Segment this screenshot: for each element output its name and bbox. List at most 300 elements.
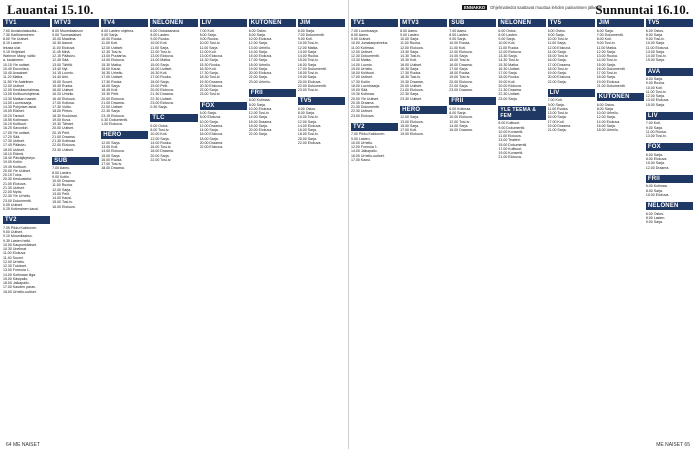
program-entry: 12.00 Sarja. (297, 119, 317, 124)
program-entry: 6.00 Ostos. (645, 211, 664, 216)
program-entry: 17.30 Ruoka. (101, 79, 123, 84)
program-entry: 11.20 Matka. (3, 75, 24, 80)
program-entry: 12.00 Sarja. (596, 115, 616, 120)
program-entry: 17.30 Voitto. (52, 105, 72, 109)
program-entry: 19.00 Sarja. (248, 66, 268, 71)
program-entry: 17.20 Sää. (3, 134, 21, 139)
program-entry: 19.00 Koti. (498, 79, 516, 84)
channel-header: SUB (449, 19, 496, 27)
program-entry: 12.00 Sarja. (248, 41, 268, 46)
program-entry: 22.30 Uutiset. (498, 92, 521, 97)
program-entry: 19.30 Draama. (400, 79, 424, 84)
program-entry: 14.15 Luonto. (52, 71, 74, 75)
program-entry: 19.05 Kotiin. (3, 160, 23, 165)
program-entry: 13.00 Teatteri. (498, 138, 521, 143)
program-entry: 12.00 Sarja. (150, 136, 170, 141)
program-entry: 21.00 Elokuva. (498, 155, 522, 160)
program-entry: 15.30 Matka. (498, 62, 519, 67)
program-entry: 0.30 Sarja. (150, 105, 168, 109)
program-entry: 9.00 Koti. (297, 37, 313, 41)
channel-header: FRII (646, 175, 693, 183)
program-entry: 20.00 Elokuva. (498, 83, 522, 88)
program-entry: 15.00 Suomi. (52, 79, 74, 84)
program-entry: 21.05 Elokuva. (3, 181, 27, 186)
program-entry: 8.00 Sarja. (645, 32, 663, 37)
program-entry: 10.00 Kaupunkilaiset. (3, 242, 37, 247)
program-entry: 13.00 Puutarha. (101, 54, 127, 58)
program-entry: 19.00 Sää. (351, 88, 369, 92)
program-entry: 17.30 Kotiin. (351, 79, 371, 84)
channel-header: JIM (597, 19, 644, 27)
program-entry: 16.00 Uutiset. (400, 62, 423, 67)
program-entry: 16.00 Uutiset. (150, 66, 173, 71)
channel-header: FOX (200, 102, 247, 110)
program-entry: 19.00 Kuva. (52, 117, 72, 122)
program-entry: 10.40 Avaukset. (3, 71, 29, 75)
program-entry: 22.30 Sarja. (101, 109, 121, 114)
program-entry: 12.00 Sarja. (101, 140, 121, 145)
program-entry: 14.00 Matka. (150, 58, 171, 63)
program-entry: 7.00 Koti. (547, 98, 563, 103)
program-entry: 16.00 Ruoka. (101, 157, 123, 162)
program-entry: 11.00 Elokuva. (3, 251, 27, 256)
program-entry: 6.00 Ostos. (645, 28, 664, 33)
program-entry: 11.00 Elokuva. (498, 134, 522, 138)
program-entry: 14.00 Sarja. (248, 115, 268, 120)
program-entry: 10.00 Sarja. (645, 41, 665, 46)
channel-header: NELONEN (150, 19, 197, 27)
program-entry: 22.00 Tosi-tv. (150, 157, 172, 162)
channel-column (200, 19, 247, 440)
program-entry: 14.00 Sarja. (199, 128, 219, 132)
channel-column (351, 19, 398, 440)
program-entry: 11.00 Sarja. (150, 45, 170, 50)
program-entry: 20.00 Sarja. (297, 136, 317, 141)
program-entry: 23.00 Dokumentti. (3, 198, 32, 203)
program-entry: 6.00 Ostos. (596, 102, 615, 107)
program-entry: 12.00 Koti. (199, 49, 217, 54)
program-entry: 13.00 Elokuva. (645, 98, 670, 103)
program-entry: 18.00 Tosi-tv. (297, 71, 319, 75)
program-entry: 13.00 Pelit. (52, 191, 70, 196)
program-entry: 17.00 Draama. (547, 62, 572, 67)
program-entry: 19.30 Draama. (199, 79, 224, 84)
channel-header: TV4 (101, 19, 148, 27)
program-entry: 20.15 Pelit. (52, 130, 70, 135)
program-entry: 16.00 Sarja. (297, 62, 317, 67)
channel-column (400, 19, 447, 440)
program-entry: 22.00 Elokuva. (199, 145, 224, 149)
program-entry: 13.30 Matka. (351, 58, 372, 63)
program-entry: 15.00 Sarja. (150, 62, 170, 67)
note-tag: ENNAKKO (464, 5, 486, 10)
program-entry: 11.00 Tosi-tv. (645, 89, 667, 94)
channel-header: TLC (150, 114, 197, 122)
program-entry: 18.00 Draama. (150, 149, 174, 154)
program-entry: 19.30 Pelit. (101, 92, 120, 97)
program-entry: 6.00 Kotimaa. (248, 98, 271, 103)
program-entry: 18.00 Sarja. (248, 123, 268, 128)
program-entry: 22.00 Sarja. (248, 132, 268, 137)
program-entry: 13.00 Elokuva. (150, 54, 174, 58)
channel-column (298, 19, 345, 440)
program-entry: 16.00 Sarja. (596, 123, 616, 128)
program-entry: 20.30 Draama. (351, 100, 375, 105)
program-entry: 9.00 Tosi-tv. (596, 41, 616, 46)
program-entry: 12.00 Tosi-tv. (150, 49, 172, 54)
page-footer-right: ME NAISET 65 (656, 442, 690, 448)
program-entry: 22.00 Elokuva. (297, 140, 322, 145)
program-entry: 16.20 Urheilu. (52, 92, 75, 97)
program-entry: 16.00 Elokuva. (52, 204, 76, 209)
program-entry: 9.00 Lasten. (400, 32, 420, 37)
program-entry: 11.00 Sarja. (199, 45, 219, 50)
program-entry: 10.00 Ruoka. (449, 41, 471, 46)
program-entry: 10.00 Konsertti. (498, 129, 524, 134)
program-entry: 7.30 Karibianmeren. (3, 32, 35, 37)
program-entry: 10.00 Ruoka. (101, 37, 123, 41)
channel-column (498, 19, 545, 440)
program-entry: 23.30 Uutiset. (400, 96, 423, 101)
program-entry: 20.00 Elokuva. (547, 75, 572, 80)
program-entry: 8.00 Lasten. (52, 170, 72, 175)
program-entry: 23.00 Tosi-tv. (297, 88, 319, 92)
program-entry: 16.30 Urheilu. (101, 71, 124, 75)
program-entry: 8.00 Kulttuuri. (498, 121, 521, 126)
program-entry: 10.00 Sarja. (400, 37, 420, 41)
program-entry: 20.15 Tulos. (3, 173, 23, 177)
program-entry: 10.00 Tosi-tv. (297, 41, 319, 46)
program-entry: 22.00 Sarja. (547, 79, 567, 84)
program-entry: 16.30 Uutiset. (498, 66, 521, 71)
program-entry: 7.00 Koti. (199, 28, 215, 33)
channel-header: TV2 (351, 123, 398, 131)
program-entry: 10.00 Tosi-tv. (199, 41, 221, 46)
program-entry: 12.00 Urheilu. (3, 259, 26, 264)
program-entry: 22.30 Sarja. (400, 92, 420, 97)
program-entry: 18.00 Sarja. (199, 136, 219, 141)
program-entry: 15.30 Matka. (101, 62, 122, 67)
program-entry: 11.00 Sarja. (547, 41, 567, 46)
program-entry: 9.35 Lasten hetki. (3, 238, 32, 243)
program-entry: 11.00 Matka. (596, 45, 617, 50)
program-entry: 18.30 Tosi-tv. (199, 75, 221, 80)
program-entry: 10.00 Sarja. (645, 161, 665, 166)
program-entry: 7.00 Aamu. (52, 166, 71, 171)
program-entry: 6.00 Sarja. (199, 111, 217, 115)
program-entry: 8.00 Yle Uutiset. (3, 37, 29, 41)
program-entry: 14.00 Kotimaan liiga. (3, 272, 37, 277)
program-entry: 21.30 Dokumentti. (351, 105, 380, 109)
program-entry: 6.00 Ostos. (547, 28, 566, 33)
program-entry: 12.30 Tosi-tv. (101, 49, 123, 54)
program-entry: 22.30 Uutiset. (351, 109, 373, 114)
program-entry: 13.00 Tosi-tv. (547, 111, 569, 115)
program-entry: 14.00 Luontosarja. (3, 100, 33, 105)
program-entry: 16.40 Elokuva. (52, 96, 76, 101)
program-entry: 22.30 Yle Urheilu. (3, 194, 32, 199)
program-entry: 15.30 Ruoka. (199, 62, 221, 67)
program-entry: 10.30 Aamut. (52, 41, 74, 46)
program-entry: 16.00 Kausi. (101, 66, 122, 71)
program-entry: 15.45 Ruoka. (52, 83, 74, 88)
program-entry: 14.30 Sarja. (199, 58, 219, 63)
program-entry: 16.00 Draama. (449, 62, 473, 67)
program-entry: 21.30 Uutiset. (3, 185, 25, 190)
program-entry: 9.00 Uutiset. (3, 230, 23, 234)
program-entry: 22.00 Sarja. (199, 88, 219, 92)
program-entry: 12.00 Uutiset. (101, 45, 124, 50)
program-entry: 12.30 Tulokset. (3, 264, 28, 268)
program-entry: 8.00 Tosi-tv. (150, 128, 170, 132)
program-entry: 11.00 Ruoka. (52, 183, 73, 188)
program-entry: 14.00 Sarja. (248, 49, 268, 54)
channel-header: MTV3 (400, 19, 447, 27)
program-entry: 21.30 Draama. (150, 92, 174, 97)
program-entry: 9.00 Tuumaslaiset. (52, 32, 82, 37)
program-entry: 10.00 Elokuva. (645, 192, 670, 197)
program-entry: 21.00 Draama. (101, 100, 125, 105)
program-entry: 20.00 Elokuva. (449, 79, 473, 84)
program-entry: 15.00 Tosi-tv. (52, 200, 73, 205)
program-entry: 6.00 Ostoskanava. (150, 28, 180, 33)
schedule-grid-saturday (3, 19, 345, 440)
program-entry: 10.00 Koti. (150, 132, 168, 137)
program-entry: 13.40 Nyt. (52, 66, 69, 71)
program-entry: 0.05 Uutiset. (3, 202, 23, 207)
channel-header: LIV (200, 19, 247, 27)
program-entry: 18.00 Tosi-tv. (547, 66, 569, 71)
channel-column (150, 19, 197, 440)
channel-header: TV1 (351, 19, 398, 27)
program-entry: 15.00 Sarja. (645, 102, 665, 107)
program-entry: Wahnon Maxy, valtio (3, 54, 36, 58)
program-entry: 18.00 Piirtos. (52, 109, 73, 114)
program-entry: 12.00 Draama. (645, 165, 670, 170)
program-entry: 16.00 Draama. (248, 119, 273, 124)
program-entry: 12.00 Formula 1. (351, 145, 378, 149)
program-entry: 19.00 Sarja. (547, 71, 567, 75)
program-entry: 10.00 Koti. (645, 85, 663, 90)
program-entry: 11.45 Minä. (52, 49, 71, 54)
program-entry: 19.45 Kulttuuri. (3, 164, 27, 169)
program-entry: 13.30 Sarja. (498, 54, 518, 58)
program-entry: 19.30 Kotimaa. (351, 92, 375, 97)
program-entry: 22.00 Elokuva. (52, 143, 76, 148)
program-entry: 9.00 Sarja. (449, 37, 467, 41)
program-entry: 6.00 Ostos. (248, 28, 267, 33)
program-entry: 23.30 Uutiset. (52, 147, 75, 152)
program-entry: 13.05 Kulttuuriohjelmat. (3, 92, 41, 97)
program-entry: 18.00 Sarja. (596, 75, 616, 80)
channel-header: JIM (298, 19, 345, 27)
channel-header: TV5 (646, 19, 693, 27)
program-entry: 6.00 Ostos. (297, 106, 316, 111)
program-entry: 19.30 Tähdet. (52, 122, 74, 126)
channel-header: HERO (400, 106, 447, 114)
program-entry: 19.00 Sarja. (297, 75, 317, 80)
program-entry: 16.00 Sarja. (297, 128, 317, 132)
program-entry: 18.30 Kuuluisat. (52, 113, 78, 118)
program-entry: 17.00 Ruoka. (150, 75, 172, 80)
program-entry: 6.00 Sarja. (645, 152, 663, 157)
program-entry: 16.00 Uutiset. (52, 88, 75, 92)
program-entry: 18.00 Sarja. (101, 83, 121, 88)
program-entry: 23.00 Draama. (449, 88, 473, 92)
program-entry: 13.00 Koti. (101, 145, 119, 149)
program-entry: 1.00 Elokuva. (101, 122, 123, 126)
program-entry: 6.00 Kotimaa. (645, 184, 668, 189)
program-entry: 17.00 Kauden paras. (3, 285, 36, 290)
program-entry: 10.00 Urheilu. (596, 111, 619, 115)
program-entry: 10.00 Elokuva. (248, 37, 273, 41)
channel-header: FRII (249, 89, 296, 97)
program-entry: 10.40 Euroviisut, (3, 66, 30, 71)
program-entry: 22.00 Uutiset. (101, 105, 124, 109)
channel-header: HERO (101, 131, 148, 139)
channel-header: NELONEN (646, 202, 693, 210)
program-entry: 10.00 Draama. (52, 179, 76, 183)
program-entry: 12.00 Draama. (199, 123, 224, 128)
program-entry: 15.00 Sarja. (596, 62, 616, 67)
program-entry: 11.00 Ruoka. (498, 45, 520, 50)
program-entry: 12.00 Tosi-tv. (248, 111, 270, 115)
channel-column (548, 19, 595, 440)
program-entry: 18.00 Urheilu. (596, 128, 619, 132)
program-entry: 19.00 Elokuva. (400, 132, 424, 137)
program-entry: 8.00 Sarja. (199, 32, 217, 37)
program-entry: 13.30 Matkan haaste. (3, 96, 38, 101)
program-entry: 18.00 Draama. (101, 166, 125, 171)
program-entry: 18.00 Tosi-tv. (297, 132, 319, 137)
program-entry: 12.05 Keskilauntaimaa. (3, 88, 40, 92)
program-entry: 9.00 Sarja. (498, 37, 516, 41)
channel-header: TV2 (3, 216, 50, 224)
program-entry: 8.00 Lasten ohjelma. (101, 28, 135, 33)
channel-header: AVA (646, 68, 693, 76)
program-entry: 20.00 Elokuva. (297, 79, 322, 84)
program-entry: 13.00 Tosi-tv. (645, 134, 667, 138)
program-entry: 14.30 Tosi-tv. (400, 54, 421, 58)
program-entry: 20.00 Uutiset. (52, 126, 75, 131)
program-entry: 15.00 Dokumentti. (498, 142, 528, 147)
program-entry: 11.00 Ruoka. (547, 106, 569, 111)
program-entry: 7.00 Dokumentti. (596, 32, 624, 37)
program-entry: 21.30 Kotimaa. (52, 139, 76, 143)
program-entry: 18.10 Elämä. (3, 151, 24, 156)
program-entry: 7.00 Avoiskolaisuutta... (3, 28, 40, 33)
program-entry: 23.00 Sarja. (498, 96, 518, 101)
program-entry: 15.00 Tosi-tv. (449, 58, 471, 63)
program-entry: 7.00 Luontosarja. (351, 28, 379, 33)
program-entry: 18.00 Urheilu. (248, 62, 271, 67)
program-entry: 11.40 Suomi. (3, 255, 24, 260)
program-entry: 9.00 Sarja. (645, 125, 663, 130)
program-entry: 10.00 Sarja. (199, 119, 219, 124)
program-entry: 15.30 Koti. (400, 58, 418, 63)
program-entry: 20.00 Elokuva. (248, 71, 273, 75)
program-entry: 8.00 Sarja. (596, 106, 614, 111)
program-entry: 15.00 Käsipallo. (3, 276, 29, 281)
program-entry: 15.05 Eläinet. (3, 109, 25, 114)
program-entry: 8.00 Lasten. (498, 32, 518, 37)
program-entry: 16.00 Urheilu-uutiset. (351, 153, 385, 158)
program-entry: 13.00 Sarja. (297, 49, 317, 54)
program-entry: 17.00 Sarja. (248, 58, 268, 63)
program-entry: 14.00 Sarja. (449, 123, 469, 128)
program-entry: 13.00 Elokuva. (199, 54, 224, 58)
program-entry: 6.00 Ostos. (150, 123, 169, 128)
program-entry: 8.00 Sarja. (449, 111, 467, 115)
program-entry: 12.00 Sarja. (645, 94, 665, 98)
program-entry: 9.00 Sarja. (645, 220, 663, 224)
page-footer-left: 64 ME NAISET (6, 442, 40, 448)
program-entry: 12.15 Pääsivu. (52, 54, 76, 58)
program-entry: 17.00 Dokumentti. (297, 66, 327, 71)
program-entry: 23.15 Elokuva. (101, 113, 125, 118)
channel-column (101, 19, 148, 440)
channel-column (249, 19, 296, 440)
program-entry: 22.00 Sarja. (449, 83, 469, 88)
program-entry: 11.00 Kotimaa. (351, 45, 375, 50)
program-entry: 20.30 Elokuva. (199, 83, 224, 88)
schedule-note (462, 5, 602, 10)
channel-header: TV5 (298, 97, 345, 105)
program-entry: 19.00 Konsertti. (498, 151, 524, 155)
program-entry: 13.00 Sarja. (645, 49, 665, 54)
program-entry: 17.45 Pääsivu. (3, 143, 27, 148)
program-entry: 16.00 Sarja. (547, 58, 567, 63)
program-entry: 16.00 Jalkapallo. (3, 281, 30, 285)
program-entry: 8.00 Elokuva. (645, 157, 668, 161)
program-entry: 20.00 Elokuva. (150, 88, 174, 92)
program-entry: 10.30 Unelmat. (3, 247, 28, 251)
program-entry: 16.00 Draama. (449, 128, 473, 132)
program-entry: 8.00 Muumilaakson (52, 28, 83, 33)
program-entry: 11.00 Ruoka. (645, 129, 667, 134)
program-entry: 10.00 Jumalanpalvelus. (351, 41, 389, 46)
program-entry: 10.00 Koti. (150, 41, 168, 46)
program-entry: 22.00 Myös. (3, 190, 23, 194)
note-text: Ohjelmatiedot saattavat muuttua lehden painamisen jälkeen. (490, 5, 603, 10)
program-entry: 18.00 Luontosarja. (351, 83, 381, 88)
program-entry: 20.00 Yle Uutiset. (351, 96, 379, 101)
program-entry: 17.30 Sarja. (199, 71, 219, 75)
program-entry: 8.10 Lasten (3, 41, 22, 46)
program-entry: 17.00 Sarja. (498, 71, 518, 75)
program-entry: 18.40 Päiväjärjestys. (3, 156, 36, 160)
program-entry: 17.30 Ruoka. (400, 71, 422, 75)
program-entry: 8.00 Lasten. (645, 215, 666, 220)
program-entry: 9.00 Ruoka. (199, 37, 219, 41)
program-entry: 12.00 Elokuva. (547, 45, 572, 50)
channel-column (597, 19, 644, 440)
program-entry: 13.00 Tähtiä. (52, 62, 73, 67)
program-entry: 19.00 Draama. (547, 123, 572, 128)
program-entry: 14.00 Kausi. (52, 196, 72, 200)
program-entry: 17.00 Kotiosa. (52, 100, 75, 105)
program-entry: 6.00 Sarja. (297, 28, 315, 33)
channel-header: KUTONEN (249, 19, 296, 27)
program-entry: 21.30 Draama. (498, 88, 522, 92)
program-entry: 14.00 Jalkapallo. (351, 149, 378, 154)
program-entry: 9.00 Ruoka. (645, 81, 665, 86)
program-entry: 21.00 Dokumentti. (596, 83, 626, 88)
channel-column (646, 19, 693, 440)
program-entry: 14.00 Sarja. (547, 49, 567, 54)
program-entry: 17.00 Koti. (400, 128, 418, 132)
program-entry: 15.00 Elokuva. (248, 54, 273, 58)
